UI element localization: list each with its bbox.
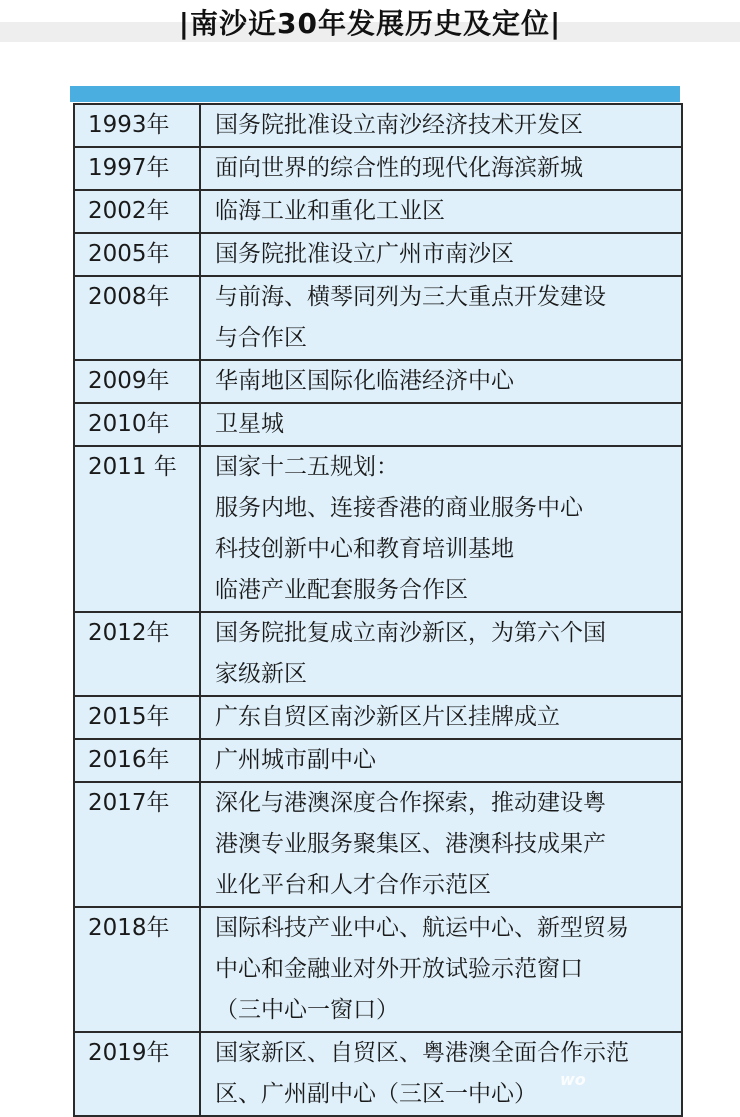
table-row [74, 612, 682, 696]
year-cell: 2019年 [74, 1032, 200, 1116]
description-cell [200, 739, 682, 782]
table-row [74, 907, 682, 1032]
description-line: 国务院批复成立南沙新区，为第六个国 [215, 620, 606, 646]
description-cell [200, 360, 682, 403]
description-cell [200, 104, 682, 147]
description-cell [200, 782, 682, 907]
year-cell: 1997年 [74, 147, 200, 190]
history-table [73, 103, 683, 1117]
description-line: 与前海、横琴同列为三大重点开发建设 [215, 284, 606, 310]
description-line: 科技创新中心和教育培训基地 [215, 536, 514, 562]
description-line: （三中心一窗口） [215, 997, 399, 1023]
description-cell [200, 907, 682, 1032]
description-cell [200, 446, 682, 612]
description-line: 深化与港澳深度合作探索，推动建设粤 [215, 790, 606, 816]
year-cell: 2012年 [74, 612, 200, 696]
history-table-body [74, 104, 682, 1116]
title-text: 南沙近30年发展历史及定位 [190, 7, 550, 40]
description-line: 中心和金融业对外开放试验示范窗口 [215, 956, 583, 982]
table-row [74, 190, 682, 233]
table-header-strip [70, 86, 680, 102]
year-cell: 2011 年 [74, 446, 200, 612]
description-line: 区、广州副中心（三区一中心） [215, 1081, 537, 1107]
year-cell: 2016年 [74, 739, 200, 782]
description-line: 国务院批准设立广州市南沙区 [215, 241, 514, 267]
title-suffix: | [549, 7, 562, 40]
table-row [74, 233, 682, 276]
description-cell [200, 276, 682, 360]
description-cell [200, 403, 682, 446]
description-cell [200, 190, 682, 233]
watermark-logo: wo [560, 1070, 586, 1089]
description-line: 面向世界的综合性的现代化海滨新城 [215, 155, 583, 181]
year-cell: 2018年 [74, 907, 200, 1032]
description-line: 国家十二五规划： [215, 454, 399, 480]
description-line: 临海工业和重化工业区 [215, 198, 445, 224]
description-line: 临港产业配套服务合作区 [215, 577, 468, 603]
description-line: 国家新区、自贸区、粤港澳全面合作示范 [215, 1040, 629, 1066]
description-cell [200, 612, 682, 696]
table-row [74, 446, 682, 612]
description-line: 与合作区 [215, 325, 307, 351]
year-cell: 2009年 [74, 360, 200, 403]
table-row [74, 739, 682, 782]
table-row [74, 276, 682, 360]
year-cell: 2008年 [74, 276, 200, 360]
year-cell: 2015年 [74, 696, 200, 739]
year-cell: 2002年 [74, 190, 200, 233]
description-line: 家级新区 [215, 661, 307, 687]
description-line: 港澳专业服务聚集区、港澳科技成果产 [215, 831, 606, 857]
table-row [74, 147, 682, 190]
year-cell: 2005年 [74, 233, 200, 276]
description-line: 业化平台和人才合作示范区 [215, 872, 491, 898]
description-line: 华南地区国际化临港经济中心 [215, 368, 514, 394]
description-line: 卫星城 [215, 411, 284, 437]
table-row [74, 782, 682, 907]
description-cell [200, 147, 682, 190]
year-cell: 2010年 [74, 403, 200, 446]
description-line: 广州城市副中心 [215, 747, 376, 773]
description-line: 国际科技产业中心、航运中心、新型贸易 [215, 915, 629, 941]
description-line: 广东自贸区南沙新区片区挂牌成立 [215, 704, 560, 730]
description-cell [200, 233, 682, 276]
description-line: 国务院批准设立南沙经济技术开发区 [215, 112, 583, 138]
year-cell: 1993年 [74, 104, 200, 147]
description-cell [200, 696, 682, 739]
year-cell: 2017年 [74, 782, 200, 907]
page-title [0, 4, 740, 44]
description-line: 服务内地、连接香港的商业服务中心 [215, 495, 583, 521]
title-prefix: | [178, 7, 191, 40]
table-row [74, 696, 682, 739]
table-row [74, 360, 682, 403]
table-row [74, 104, 682, 147]
table-row [74, 403, 682, 446]
